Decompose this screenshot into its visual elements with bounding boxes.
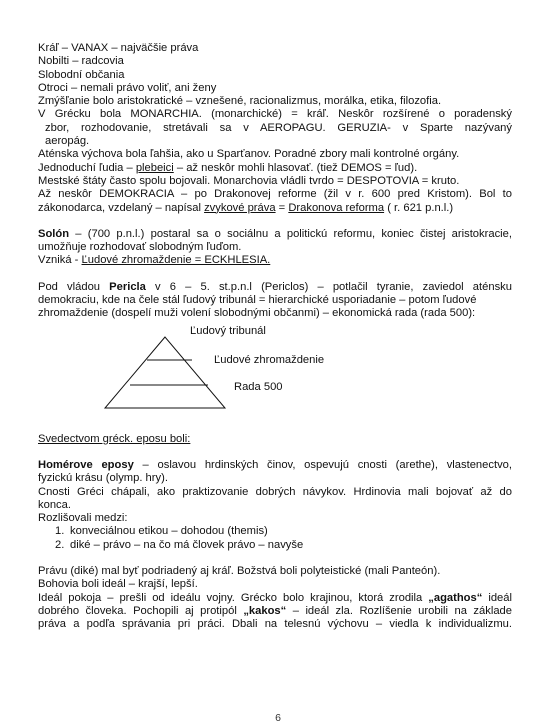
text-line: konca. (38, 498, 71, 511)
pyramid-triangle (105, 337, 225, 408)
pyramid-label-bottom: Rada 500 (234, 380, 283, 393)
text-line: Jednoduchí ľudia – plebeici – až neskôr mohli hlasovať. (tiež DEMOS = ľud). (38, 161, 418, 174)
underlined-term: Ľudové zhromaždenie = ECKHLESIA. (81, 254, 271, 267)
text-line: zákonodarca, vzdelaný – napísal zvykové práva = Drakonova reforma ( r. 621 p.n.l.) (38, 201, 454, 214)
text-line: Vzniká - Ľudové zhromaždenie = ECKHLESIA. (38, 254, 271, 267)
list-item: 2. diké – právo – na čo má človek právo – navyše (55, 538, 304, 551)
page-number: 6 (275, 712, 281, 724)
homer-name: Homérove eposy (38, 458, 134, 471)
text-line: Aténska výchova bola ľahšia, ako u Sparťanov. Poradné zbory mali kontrolné orgány. (38, 148, 460, 161)
solon-paragraph: Solón – (700 p.n.l.) postaral sa o sociálnu a politickú reformu, koniec čistej aristokracie, (38, 227, 512, 240)
pericles-name: Pericla (109, 280, 146, 293)
text-line: zbor, rozhodovanie, stretávali sa v AEROPAGU. GERUZIA- v Sparte nazývaný (45, 121, 512, 134)
pyramid-diagram (38, 321, 512, 433)
underlined-term: zvykové práva (204, 201, 276, 214)
text-line: fyzickú krásu (olymp. hry). (38, 472, 168, 485)
term-kakos: „kakos“ (243, 604, 287, 617)
pericles-paragraph: Pod vládou Pericla v 6 – 5. st.p.n.l (Pericl​os) – potlačil tyranie, zaviedol aténsku (38, 280, 512, 293)
text-line: V Grécku bola MONARCHIA. (monarchické) = kráľ. Neskôr rozšírené o poradenský (38, 108, 512, 121)
hierarchy-pyramid (38, 321, 512, 433)
text-line: umožňuje rozhodovať slobodným ľuďom. (38, 241, 242, 254)
text-line: Rozlišovali medzi: (38, 512, 128, 525)
text-line: zhromaždenie (dospelí muži volení slobodnými občanmi) – ekonomická rada (rada 500): (38, 307, 476, 320)
text-line: Právu (diké) mal byť podriadený aj kráľ. Božstvá boli polyteistické (mali Panteón). (38, 565, 441, 578)
text-line: Bohovia boli ideál – krajší, lepší. (38, 578, 198, 591)
pyramid-label-middle: Ľudové zhromaždenie (214, 353, 325, 366)
underlined-term: Drakonova reforma (288, 201, 385, 214)
text-line: dobrého človeka. Pochopili aj protipól „kakos“ – ideál zla. Rozlíšenie urobili na základe (38, 604, 512, 617)
term-agathos: „agathos“ (428, 591, 483, 604)
underlined-term: plebeici (135, 161, 174, 174)
list-number: 2. (55, 538, 65, 551)
text-line: Otroci – nemali právo voliť, ani ženy (38, 81, 217, 94)
list-number: 1. (55, 525, 65, 538)
text-line: Až neskôr DEMOKRACIA – po Drakonovej reforme (žil v r. 600 pred Kristom). Bol to (38, 188, 512, 201)
list-item: 1. konveciálnou etikou – dohodou (themis) (55, 525, 268, 538)
homer-paragraph: Homérove eposy – oslavou hrdinských činov, ospevujú cnosti (arethe), vlastenectvo, (38, 458, 512, 471)
text-line: Ideál pokoja – prešli od ideálu vojny. Grécko bolo krajinou, ktorá zrodila „agathos“ ideál (38, 591, 512, 604)
text-line: aeropág. (45, 135, 90, 148)
solon-name: Solón (38, 227, 70, 240)
pyramid-label-top: Ľudový tribunál (190, 324, 266, 337)
text-line: Kráľ – VANAX – najväčšie práva (38, 42, 199, 54)
text-line: demokraciu, kde na čele stál ľudový tribunál = hierarchické usporiadanie – potom ľudové (38, 294, 477, 307)
text-line: Mestské štáty často spolu bojovali. Monarchovia vládli tvrdo = DESPOTOVIA = kruto. (38, 174, 460, 187)
text-line: Zmýšľanie bolo aristokratické – vznešené, racionalizmus, morálka, etika, filozofia. (38, 95, 442, 108)
text-line: Cnosti Gréci chápali, ako praktizovanie dobrých návykov. Hrdinovia mali bojovať až do (38, 485, 512, 498)
document-body (38, 42, 512, 632)
text-line: práva a podľa správania pri práci. Dbali na telesnú výchovu – viedla k individualizmu. (38, 618, 512, 631)
text-line: Slobodní občania (38, 68, 125, 81)
text-line: Nobilti – radcovia (38, 55, 124, 68)
section-heading: Svedectvom gréck. eposu boli: (38, 432, 191, 445)
